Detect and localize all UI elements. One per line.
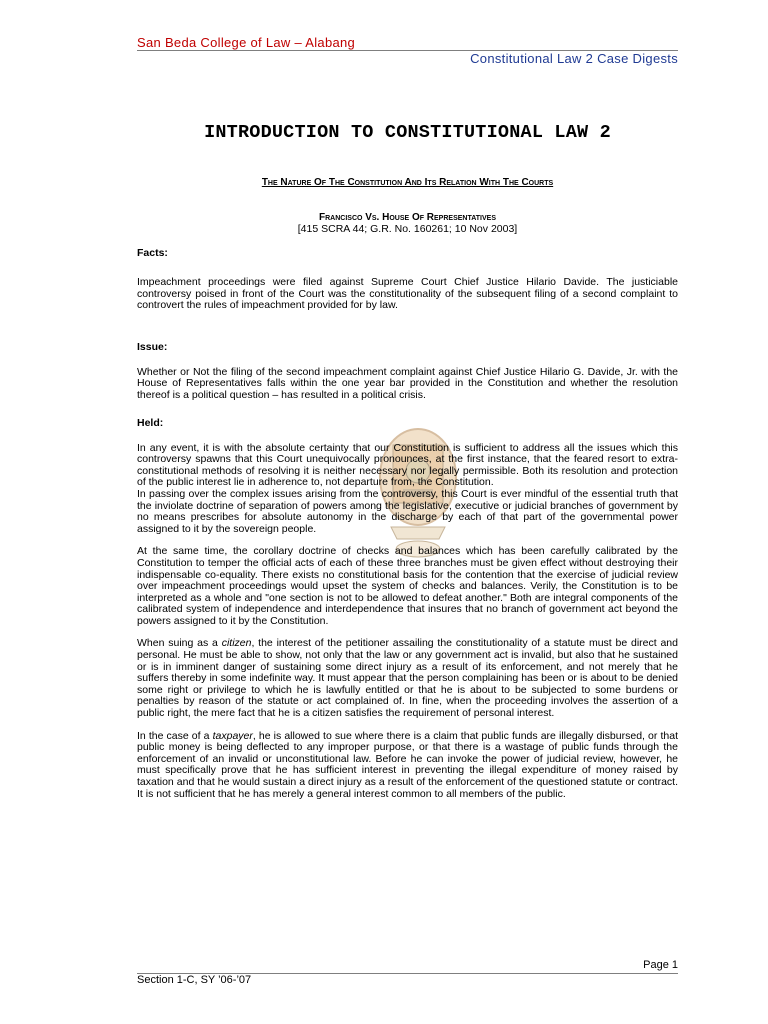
held-p5-start: In the case of a bbox=[137, 729, 213, 742]
held-p5-rest: , he is allowed to sue where there is a claim that public funds are illegally disbursed, or that public money is being deflected to any improper purpose, or that there is a wastage of public funds through the enforcement of an invalid or unconstitutional law. Before he can invoke the power of judicial review, however, he must specifically prove that he has sufficient interest in preventing the illegal expenditure of money raised by taxation and that he would sustain a direct injury as a result of the enforcement of the questioned statute or contract. It is not sufficient that he has merely a general interest common to all members of the public. bbox=[137, 729, 678, 800]
held-paragraph-4 bbox=[137, 638, 678, 719]
footer-section: Section 1-C, SY ’06-’07 bbox=[137, 974, 252, 986]
section-subtitle: The Nature Of The Constitution And Its Relation With The Courts bbox=[261, 177, 554, 188]
held-paragraph-2: In passing over the complex issues arising from the controversy, this Court is ever mindful of the essential truth that the inviolate doctrine of separation of powers among the legislative, executive or judicial branches of government by no means prescribes for absolute autonomy in the discharge by each of that part of the governmental power assigned to it by the sovereign people. bbox=[137, 487, 678, 535]
held-label: Held: bbox=[137, 416, 164, 429]
header-school: San Beda College of Law – Alabang bbox=[137, 35, 356, 50]
held-paragraph-5 bbox=[137, 731, 678, 801]
held-p5-emphasis: taxpayer bbox=[212, 729, 253, 742]
main-title: INTRODUCTION TO CONSTITUTIONAL LAW 2 bbox=[204, 122, 611, 143]
case-title: Francisco Vs. House Of Representatives bbox=[319, 212, 496, 223]
facts-label: Facts: bbox=[137, 247, 168, 259]
facts-text: Impeachment proceedings were filed against Supreme Court Chief Justice Hilario Davide. The justiciable controversy poised in front of the Court was the constitutionality of the subsequent filing of a second complaint to controvert the rules of impeachment provided for by law. bbox=[137, 276, 678, 312]
held-paragraph-1: In any event, it is with the absolute certainty that our Constitution is sufficient to address all the issues which this controversy spawns that this Court unequivocally pronounces, at the first instance, that the feared resort to extra-constitutional methods of resolving it is neither necessary nor legally permissible. Both its resolution and protection of the public interest lie in adherence to, not departure from, the Constitution. bbox=[137, 441, 678, 489]
issue-label: Issue: bbox=[137, 340, 168, 353]
held-p4-emphasis: citizen bbox=[221, 637, 252, 650]
held-p4-rest: , the interest of the petitioner assailing the constitutionality of a statute must be direct and personal. He must be able to show, not only that the law or any government act is invalid, but also that he sustained or is in imminent danger of sustaining some direct injury as a result of its enforcement, and not merely that he suffers thereby in some indefinite way. It must appear that the person complaining has been or is about to be denied some right or privilege to which he is lawfully entitled or that he is about to be subjected to some burdens or penalties by reason of the statute or act complained of. In fine, when the proceeding involves the assertion of a public right, the mere fact that he is a citizen satisfies the requirement of personal interest. bbox=[137, 637, 678, 720]
case-citation: [415 SCRA 44; G.R. No. 160261; 10 Nov 2003] bbox=[297, 223, 518, 235]
issue-text: Whether or Not the filing of the second impeachment complaint against Chief Justice Hilario G. Davide, Jr. with the House of Representatives falls within the one year bar provided in the Constitution and whether the resolution thereof is a political question – has resulted in a political crisis. bbox=[137, 365, 678, 401]
held-paragraph-3: At the same time, the corollary doctrine of checks and balances which has been carefully calibrated by the Constitution to temper the official acts of each of these three branches must be given effect without destroying their indispensable co-equality. There exists no constitutional basis for the contention that the exercise of judicial review over impeachment proceedings would upset the system of checks and balances. Verily, the Constitution is to be interpreted as a whole and "one section is not to be allowed to defeat another." Both are integral components of the calibrated system of independence and interdependence that insures that no branch of government act beyond the powers assigned to it by the Constitution. bbox=[137, 545, 678, 627]
document-body bbox=[137, 122, 678, 800]
footer-page-number: Page 1 bbox=[643, 959, 678, 971]
held-p4-start: When suing as a bbox=[137, 637, 222, 650]
header-doc-title: Constitutional Law 2 Case Digests bbox=[470, 51, 678, 66]
